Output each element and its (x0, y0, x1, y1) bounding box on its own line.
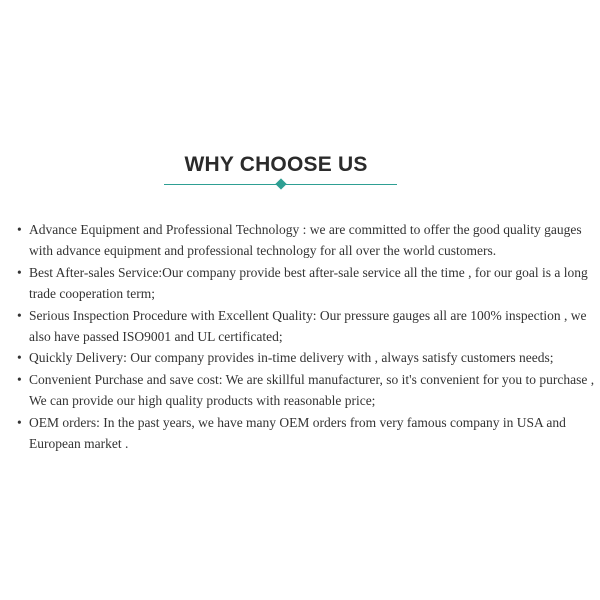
list-item (17, 305, 597, 348)
diamond-icon (275, 178, 286, 189)
bullet-icon: • (17, 222, 22, 237)
list-item (17, 369, 597, 412)
list-item (17, 412, 597, 455)
list-item (17, 262, 597, 305)
list-item-text: Quickly Delivery: Our company provides in-time delivery with , always satisfy customers needs; (29, 350, 554, 366)
features-list (17, 219, 597, 454)
list-item (17, 219, 597, 262)
list-item-text: Advance Equipment and Professional Technology : we are committed to offer the good quality gauges with advance equipment and professional technology for all over the world customers. (29, 222, 582, 259)
section-title: WHY CHOOSE US (184, 153, 368, 176)
bullet-icon: • (17, 264, 22, 280)
bullet-icon: • (17, 414, 22, 430)
list-item (17, 347, 597, 368)
list-item-text: Best After-sales Service:Our company provide best after-sale service all the time , for our goal is a long trade cooperation term; (29, 264, 588, 302)
list-item-text: Serious Inspection Procedure with Excellent Quality: Our pressure gauges all are 100% inspection , we also have passed ISO9001 and UL certificated; (29, 307, 587, 345)
bullet-icon: • (17, 371, 22, 387)
bullet-icon: • (17, 307, 22, 323)
bullet-icon: • (17, 350, 22, 366)
list-item-text: OEM orders: In the past years, we have many OEM orders from very famous company in USA and European market . (29, 414, 566, 452)
list-item-text: Convenient Purchase and save cost: We are skillful manufacturer, so it's convenient for you to purchase , We can provide our high quality products with reasonable price; (29, 371, 595, 409)
